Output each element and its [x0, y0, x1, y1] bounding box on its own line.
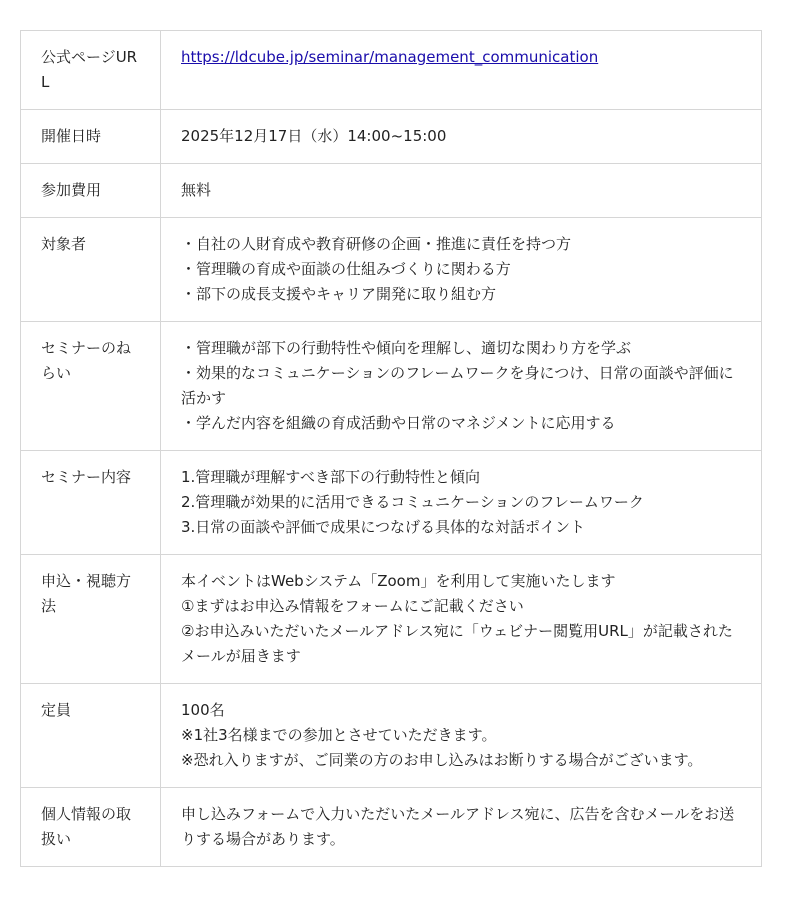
table-row-capacity	[21, 684, 762, 788]
value-line: 1.管理職が理解すべき部下の行動特性と傾向	[181, 468, 481, 486]
value-line: ※恐れ入りますが、ご同業の方のお申し込みはお断りする場合がございます。	[181, 751, 703, 769]
row-value	[161, 31, 762, 110]
value-line: 2.管理職が効果的に活用できるコミュニケーションのフレームワーク	[181, 493, 644, 511]
row-label: 申込・視聴方法	[21, 555, 161, 684]
value-line: ・管理職の育成や面談の仕組みづくりに関わる方	[181, 260, 511, 278]
row-value	[161, 788, 762, 867]
row-label: セミナー内容	[21, 451, 161, 555]
row-value	[161, 555, 762, 684]
row-value	[161, 164, 762, 218]
value-line: ※1社3名様までの参加とさせていただきます。	[181, 726, 497, 744]
row-value	[161, 322, 762, 451]
table-row-aim	[21, 322, 762, 451]
table-row-application	[21, 555, 762, 684]
row-label: 開催日時	[21, 110, 161, 164]
value-line: ・効果的なコミュニケーションのフレームワークを身につけ、日常の面談や評価に活かす	[181, 364, 734, 407]
row-label: セミナーのねらい	[21, 322, 161, 451]
value-line: ・学んだ内容を組織の育成活動や日常のマネジメントに応用する	[181, 414, 616, 432]
official-page-link[interactable]: https://ldcube.jp/seminar/management_communication	[181, 48, 599, 66]
value-line: ・部下の成長支援やキャリア開発に取り組む方	[181, 285, 497, 303]
row-label: 個人情報の取扱い	[21, 788, 161, 867]
value-line: 無料	[181, 181, 212, 199]
value-line: 申し込みフォームで入力いただいたメールアドレス宛に、広告を含むメールをお送りする場合があります。	[181, 805, 735, 848]
row-value	[161, 451, 762, 555]
value-line: 2025年12月17日（水）14:00~15:00	[181, 127, 447, 145]
value-line: ①まずはお申込み情報をフォームにご記載ください	[181, 597, 524, 615]
value-line: 3.日常の面談や評価で成果につなげる具体的な対話ポイント	[181, 518, 586, 536]
value-line: 本イベントはWebシステム「Zoom」を利用して実施いたします	[181, 572, 616, 590]
table-row-official-url	[21, 31, 762, 110]
row-label: 公式ページURL	[21, 31, 161, 110]
value-line: ・自社の人財育成や教育研修の企画・推進に責任を持つ方	[181, 235, 572, 253]
table-row-fee	[21, 164, 762, 218]
row-label: 定員	[21, 684, 161, 788]
row-value	[161, 110, 762, 164]
seminar-info-table	[20, 30, 762, 867]
table-row-target	[21, 218, 762, 322]
row-label: 参加費用	[21, 164, 161, 218]
row-label: 対象者	[21, 218, 161, 322]
row-value	[161, 684, 762, 788]
value-line: ・管理職が部下の行動特性や傾向を理解し、適切な関わり方を学ぶ	[181, 339, 632, 357]
row-value	[161, 218, 762, 322]
table-row-date	[21, 110, 762, 164]
table-row-content	[21, 451, 762, 555]
value-line: 100名	[181, 701, 225, 719]
table-row-privacy	[21, 788, 762, 867]
value-line: ②お申込みいただいたメールアドレス宛に「ウェビナー閲覧用URL」が記載されたメールが届きます	[181, 622, 733, 665]
